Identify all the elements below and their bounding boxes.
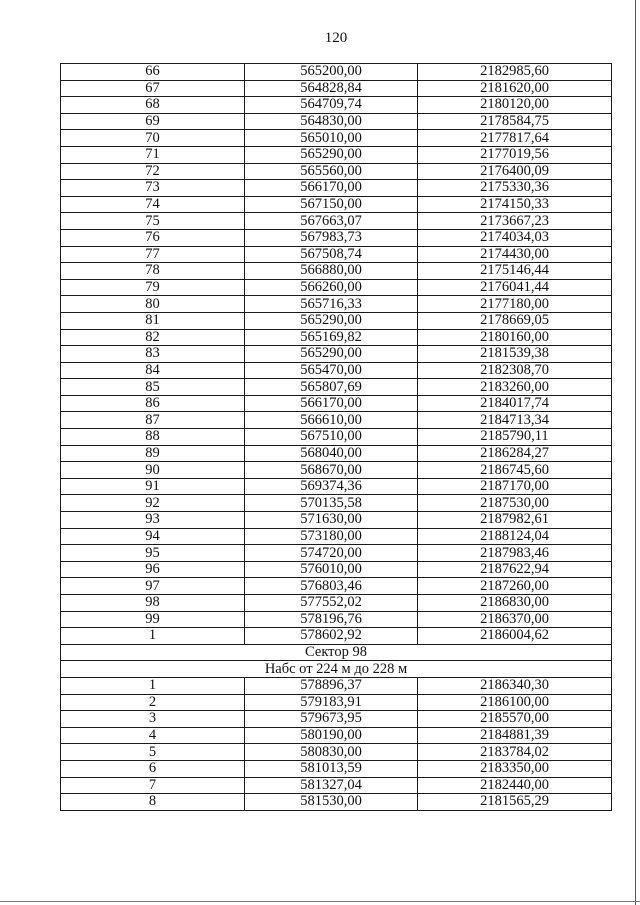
point-number-cell: 84 [61, 362, 245, 379]
y-coordinate-cell: 2184017,74 [418, 395, 612, 412]
point-number-cell: 71 [61, 146, 245, 163]
point-number-cell: 96 [61, 561, 245, 578]
x-coordinate-cell: 565169,82 [245, 329, 418, 346]
y-coordinate-cell: 2186340,30 [418, 677, 612, 694]
y-coordinate-cell: 2181539,38 [418, 346, 612, 363]
section-heading: Сектор 98 [61, 644, 612, 661]
y-coordinate-cell: 2187983,46 [418, 545, 612, 562]
y-coordinate-cell: 2187982,61 [418, 512, 612, 529]
x-coordinate-cell: 567150,00 [245, 196, 418, 213]
point-number-cell: 73 [61, 180, 245, 197]
x-coordinate-cell: 564709,74 [245, 97, 418, 114]
y-coordinate-cell: 2183260,00 [418, 379, 612, 396]
point-number-cell: 88 [61, 429, 245, 446]
x-coordinate-cell: 577552,02 [245, 595, 418, 612]
table-row [61, 113, 612, 130]
y-coordinate-cell: 2173667,23 [418, 213, 612, 230]
point-number-cell: 87 [61, 412, 245, 429]
table-row [61, 64, 612, 81]
table-row [61, 760, 612, 777]
y-coordinate-cell: 2177180,00 [418, 296, 612, 313]
table-row [61, 429, 612, 446]
y-coordinate-cell: 2186284,27 [418, 445, 612, 462]
x-coordinate-cell: 570135,58 [245, 495, 418, 512]
point-number-cell: 3 [61, 711, 245, 728]
point-number-cell: 78 [61, 263, 245, 280]
x-coordinate-cell: 566880,00 [245, 263, 418, 280]
point-number-cell: 89 [61, 445, 245, 462]
page-edge-bottom [0, 901, 640, 902]
x-coordinate-cell: 565290,00 [245, 312, 418, 329]
section-heading: Набс от 224 м до 228 м [61, 661, 612, 678]
table-row [61, 744, 612, 761]
x-coordinate-cell: 580190,00 [245, 727, 418, 744]
y-coordinate-cell: 2187260,00 [418, 578, 612, 595]
point-number-cell: 77 [61, 246, 245, 263]
point-number-cell: 8 [61, 794, 245, 811]
x-coordinate-cell: 564830,00 [245, 113, 418, 130]
table-row [61, 595, 612, 612]
x-coordinate-cell: 565470,00 [245, 362, 418, 379]
table-row [61, 445, 612, 462]
y-coordinate-cell: 2174150,33 [418, 196, 612, 213]
point-number-cell: 97 [61, 578, 245, 595]
y-coordinate-cell: 2175330,36 [418, 180, 612, 197]
table-row [61, 80, 612, 97]
point-number-cell: 1 [61, 677, 245, 694]
x-coordinate-cell: 579673,95 [245, 711, 418, 728]
x-coordinate-cell: 571630,00 [245, 512, 418, 529]
table-row [61, 694, 612, 711]
y-coordinate-cell: 2186100,00 [418, 694, 612, 711]
point-number-cell: 93 [61, 512, 245, 529]
point-number-cell: 66 [61, 64, 245, 81]
table-row [61, 495, 612, 512]
point-number-cell: 86 [61, 395, 245, 412]
point-number-cell: 82 [61, 329, 245, 346]
table-row [61, 578, 612, 595]
page-edge-right [635, 0, 636, 905]
point-number-cell: 83 [61, 346, 245, 363]
table-row [61, 727, 612, 744]
y-coordinate-cell: 2185570,00 [418, 711, 612, 728]
y-coordinate-cell: 2176400,09 [418, 163, 612, 180]
y-coordinate-cell: 2188124,04 [418, 528, 612, 545]
x-coordinate-cell: 567508,74 [245, 246, 418, 263]
y-coordinate-cell: 2183784,02 [418, 744, 612, 761]
x-coordinate-cell: 565807,69 [245, 379, 418, 396]
x-coordinate-cell: 576803,46 [245, 578, 418, 595]
coordinates-table-body [61, 64, 612, 811]
y-coordinate-cell: 2185790,11 [418, 429, 612, 446]
table-row [61, 246, 612, 263]
point-number-cell: 75 [61, 213, 245, 230]
y-coordinate-cell: 2180160,00 [418, 329, 612, 346]
table-row [61, 412, 612, 429]
y-coordinate-cell: 2186830,00 [418, 595, 612, 612]
table-row [61, 462, 612, 479]
table-row [61, 628, 612, 645]
point-number-cell: 7 [61, 777, 245, 794]
table-row [61, 379, 612, 396]
y-coordinate-cell: 2187622,94 [418, 561, 612, 578]
table-row [61, 677, 612, 694]
table-row [61, 296, 612, 313]
point-number-cell: 72 [61, 163, 245, 180]
point-number-cell: 67 [61, 80, 245, 97]
x-coordinate-cell: 581327,04 [245, 777, 418, 794]
point-number-cell: 95 [61, 545, 245, 562]
y-coordinate-cell: 2183350,00 [418, 760, 612, 777]
point-number-cell: 98 [61, 595, 245, 612]
x-coordinate-cell: 567663,07 [245, 213, 418, 230]
point-number-cell: 92 [61, 495, 245, 512]
table-row [61, 561, 612, 578]
y-coordinate-cell: 2178584,75 [418, 113, 612, 130]
x-coordinate-cell: 580830,00 [245, 744, 418, 761]
point-number-cell: 91 [61, 478, 245, 495]
x-coordinate-cell: 566610,00 [245, 412, 418, 429]
x-coordinate-cell: 565290,00 [245, 346, 418, 363]
x-coordinate-cell: 568040,00 [245, 445, 418, 462]
table-row [61, 777, 612, 794]
y-coordinate-cell: 2180120,00 [418, 97, 612, 114]
table-row [61, 130, 612, 147]
point-number-cell: 6 [61, 760, 245, 777]
point-number-cell: 74 [61, 196, 245, 213]
x-coordinate-cell: 565200,00 [245, 64, 418, 81]
y-coordinate-cell: 2187530,00 [418, 495, 612, 512]
point-number-cell: 4 [61, 727, 245, 744]
x-coordinate-cell: 565560,00 [245, 163, 418, 180]
y-coordinate-cell: 2184881,39 [418, 727, 612, 744]
section-heading-row [61, 644, 612, 661]
table-row [61, 346, 612, 363]
x-coordinate-cell: 566170,00 [245, 180, 418, 197]
x-coordinate-cell: 578602,92 [245, 628, 418, 645]
point-number-cell: 85 [61, 379, 245, 396]
table-row [61, 146, 612, 163]
section-heading-row [61, 661, 612, 678]
x-coordinate-cell: 579183,91 [245, 694, 418, 711]
point-number-cell: 90 [61, 462, 245, 479]
table-row [61, 196, 612, 213]
table-row [61, 528, 612, 545]
point-number-cell: 81 [61, 312, 245, 329]
point-number-cell: 79 [61, 279, 245, 296]
table-row [61, 478, 612, 495]
table-row [61, 263, 612, 280]
y-coordinate-cell: 2182308,70 [418, 362, 612, 379]
table-row [61, 180, 612, 197]
x-coordinate-cell: 578196,76 [245, 611, 418, 628]
table-row [61, 611, 612, 628]
y-coordinate-cell: 2186370,00 [418, 611, 612, 628]
x-coordinate-cell: 566170,00 [245, 395, 418, 412]
y-coordinate-cell: 2177019,56 [418, 146, 612, 163]
x-coordinate-cell: 581530,00 [245, 794, 418, 811]
y-coordinate-cell: 2181620,00 [418, 80, 612, 97]
x-coordinate-cell: 566260,00 [245, 279, 418, 296]
x-coordinate-cell: 581013,59 [245, 760, 418, 777]
point-number-cell: 94 [61, 528, 245, 545]
y-coordinate-cell: 2181565,29 [418, 794, 612, 811]
point-number-cell: 69 [61, 113, 245, 130]
y-coordinate-cell: 2182440,00 [418, 777, 612, 794]
y-coordinate-cell: 2184713,34 [418, 412, 612, 429]
table-row [61, 711, 612, 728]
x-coordinate-cell: 574720,00 [245, 545, 418, 562]
x-coordinate-cell: 573180,00 [245, 528, 418, 545]
table-row [61, 512, 612, 529]
y-coordinate-cell: 2177817,64 [418, 130, 612, 147]
table-row [61, 794, 612, 811]
table-row [61, 97, 612, 114]
x-coordinate-cell: 568670,00 [245, 462, 418, 479]
y-coordinate-cell: 2176041,44 [418, 279, 612, 296]
y-coordinate-cell: 2186745,60 [418, 462, 612, 479]
y-coordinate-cell: 2174034,03 [418, 229, 612, 246]
x-coordinate-cell: 567510,00 [245, 429, 418, 446]
point-number-cell: 1 [61, 628, 245, 645]
x-coordinate-cell: 567983,73 [245, 229, 418, 246]
point-number-cell: 70 [61, 130, 245, 147]
x-coordinate-cell: 578896,37 [245, 677, 418, 694]
table-row [61, 329, 612, 346]
table-row [61, 545, 612, 562]
x-coordinate-cell: 565716,33 [245, 296, 418, 313]
point-number-cell: 68 [61, 97, 245, 114]
table-row [61, 395, 612, 412]
table-row [61, 229, 612, 246]
y-coordinate-cell: 2174430,00 [418, 246, 612, 263]
x-coordinate-cell: 564828,84 [245, 80, 418, 97]
table-row [61, 312, 612, 329]
point-number-cell: 80 [61, 296, 245, 313]
table-row [61, 163, 612, 180]
x-coordinate-cell: 565010,00 [245, 130, 418, 147]
y-coordinate-cell: 2186004,62 [418, 628, 612, 645]
y-coordinate-cell: 2187170,00 [418, 478, 612, 495]
x-coordinate-cell: 565290,00 [245, 146, 418, 163]
x-coordinate-cell: 569374,36 [245, 478, 418, 495]
table-row [61, 279, 612, 296]
coordinates-table [60, 63, 612, 811]
page-number: 120 [324, 30, 348, 46]
point-number-cell: 99 [61, 611, 245, 628]
table-row [61, 362, 612, 379]
point-number-cell: 2 [61, 694, 245, 711]
y-coordinate-cell: 2175146,44 [418, 263, 612, 280]
point-number-cell: 76 [61, 229, 245, 246]
table-row [61, 213, 612, 230]
point-number-cell: 5 [61, 744, 245, 761]
x-coordinate-cell: 576010,00 [245, 561, 418, 578]
y-coordinate-cell: 2178669,05 [418, 312, 612, 329]
y-coordinate-cell: 2182985,60 [418, 64, 612, 81]
